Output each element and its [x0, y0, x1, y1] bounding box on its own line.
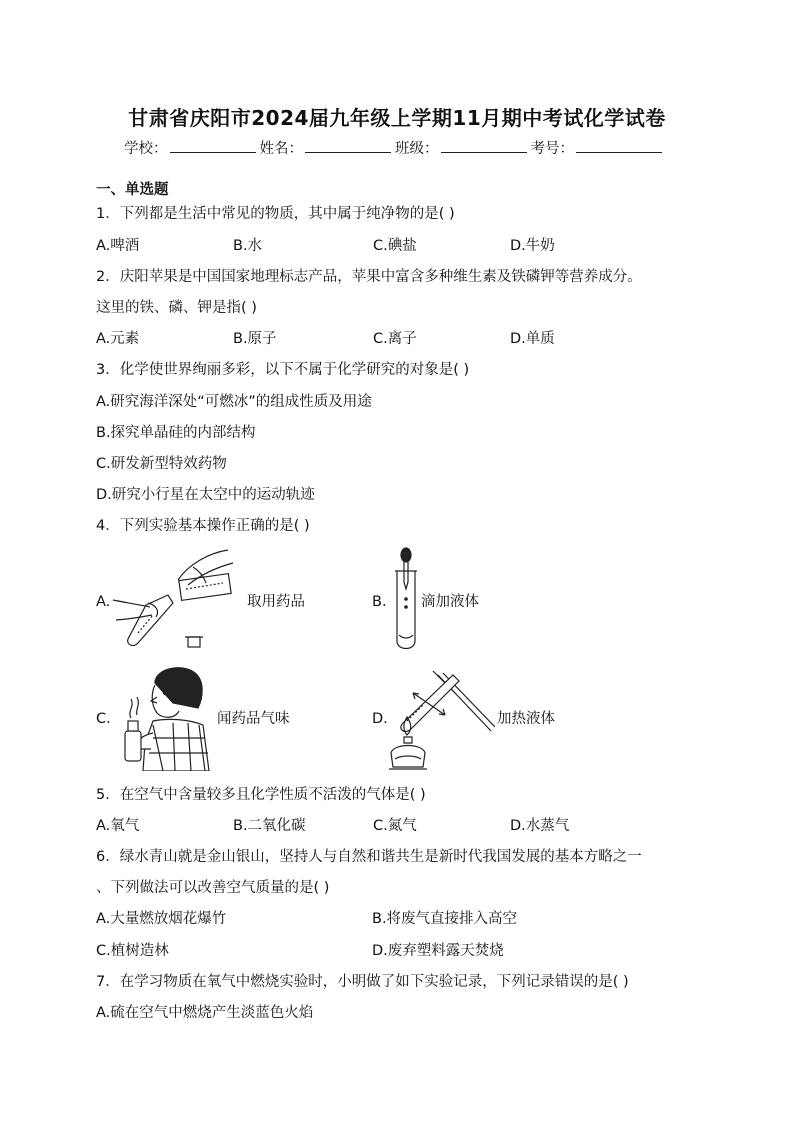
- q1-option-d: D.牛奶: [510, 238, 555, 254]
- q7-option-a: A.硫在空气中燃烧产生淡蓝色火焰: [96, 1005, 314, 1021]
- q4-option-a-caption: 取用药品: [247, 594, 305, 610]
- class-label: 班级：: [395, 141, 439, 157]
- q1-option-b: B.水: [233, 238, 263, 254]
- q1-option-a: A.啤酒: [96, 238, 140, 254]
- question-3-stem: 3．化学使世界绚丽多彩，以下不属于化学研究的对象是( ): [96, 362, 470, 378]
- question-2-stem-line2: 这里的铁、磷、钾是指( ): [96, 300, 257, 316]
- q3-option-b: B.探究单晶硅的内部结构: [96, 425, 256, 441]
- question-1-stem: 1．下列都是生活中常见的物质，其中属于纯净物的是( ): [96, 206, 455, 222]
- name-blank: [305, 138, 391, 153]
- exam-number-blank: [576, 138, 662, 153]
- q2-option-c: C.离子: [373, 331, 417, 347]
- q5-option-a: A.氧气: [96, 818, 140, 834]
- question-6-stem-line2: 、下列做法可以改善空气质量的是( ): [96, 880, 330, 896]
- question-4-stem: 4．下列实验基本操作正确的是( ): [96, 518, 310, 534]
- student-info-line: [124, 137, 666, 158]
- q6-option-d: D.废弃塑料露天焚烧: [372, 943, 504, 959]
- q4-option-b-caption: 滴加液体: [421, 594, 479, 610]
- smelling-illustration: [113, 663, 210, 771]
- question-7-stem: 7．在学习物质在氧气中燃烧实验时，小明做了如下实验记录，下列记录错误的是( ): [96, 974, 629, 990]
- q3-option-d: D.研究小行星在太空中的运动轨迹: [96, 487, 315, 503]
- name-label: 姓名：: [259, 141, 303, 157]
- q4-option-a-letter: A.: [96, 594, 111, 610]
- q4-option-d-caption: 加热液体: [497, 711, 555, 727]
- q6-option-b: B.将废气直接排入高空: [372, 911, 518, 927]
- q5-option-c: C.氮气: [373, 818, 417, 834]
- q5-option-d: D.水蒸气: [510, 818, 570, 834]
- q2-option-d: D.单质: [510, 331, 555, 347]
- question-5-stem: 5．在空气中含量较多且化学性质不活泼的气体是( ): [96, 787, 426, 803]
- q3-option-c: C.研发新型特效药物: [96, 456, 227, 472]
- class-blank: [441, 138, 527, 153]
- school-blank: [170, 138, 256, 153]
- q6-option-c: C.植树造林: [96, 943, 169, 959]
- question-6-stem-line1: 6．绿水青山就是金山银山，坚持人与自然和谐共生是新时代我国发展的基本方略之一: [96, 849, 642, 865]
- q3-option-a: A.研究海洋深处“可燃冰”的组成性质及用途: [96, 394, 372, 410]
- exam-number-label: 考号：: [530, 141, 574, 157]
- q5-option-b: B.二氧化碳: [233, 818, 306, 834]
- page-title: 甘肃省庆阳市2024届九年级上学期11月期中考试化学试卷: [128, 106, 666, 130]
- q2-option-a: A.元素: [96, 331, 140, 347]
- question-2-stem-line1: 2．庆阳苹果是中国国家地理标志产品，苹果中富含多种维生素及铁磷钾等营养成分。: [96, 269, 642, 285]
- powder-transfer-illustration: [108, 545, 243, 653]
- section-title: 一、单选题: [96, 182, 169, 198]
- q4-option-b-letter: B.: [372, 594, 387, 610]
- heating-test-tube-illustration: [383, 663, 495, 773]
- q4-option-d-letter: D.: [372, 711, 388, 727]
- q4-option-c-letter: C.: [96, 711, 111, 727]
- q2-option-b: B.原子: [233, 331, 277, 347]
- q1-option-c: C.碘盐: [373, 238, 417, 254]
- q6-option-a: A.大量燃放烟花爆竹: [96, 911, 227, 927]
- school-label: 学校：: [124, 141, 168, 157]
- dropper-illustration: [393, 547, 419, 653]
- q4-option-c-caption: 闻药品气味: [217, 711, 290, 727]
